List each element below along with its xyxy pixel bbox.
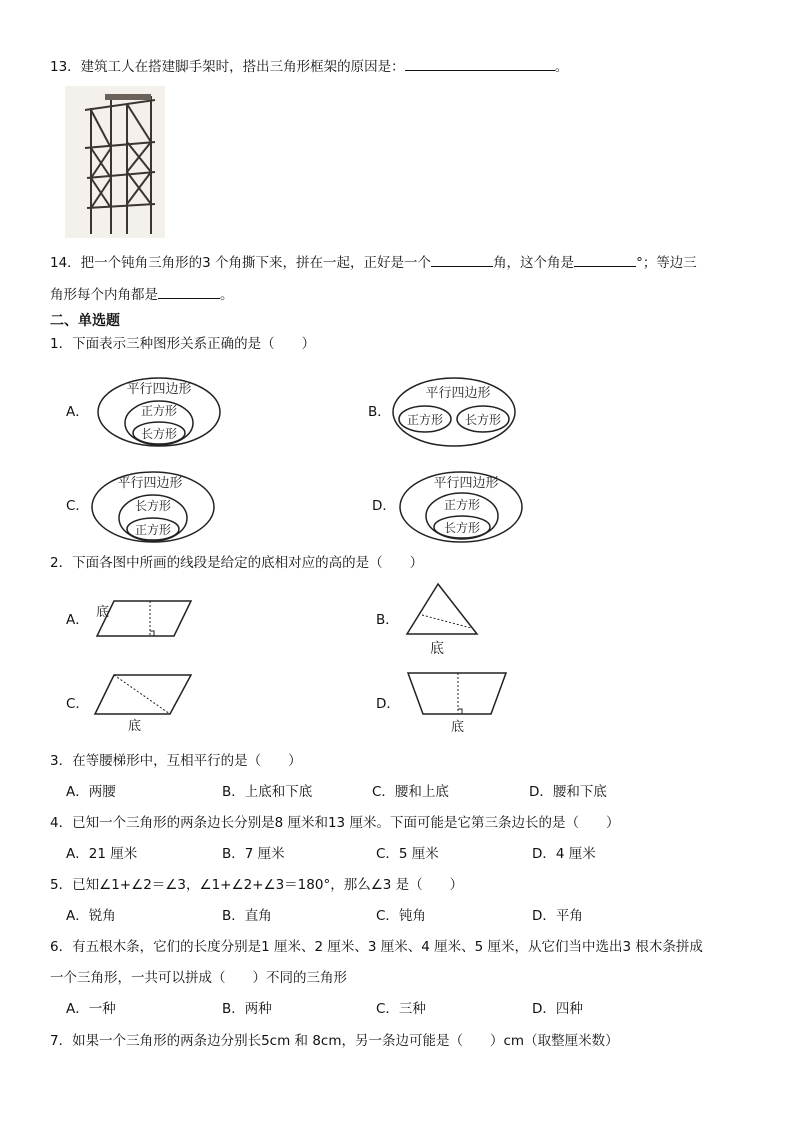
mc5-option-c[interactable]: C．钝角 [376,908,426,924]
mc4-stem: 4．已知一个三角形的两条边长分别是8 厘米和13 厘米。下面可能是它第三条边长的是（ ） [50,815,620,831]
mc1-option-b-diagram [391,376,517,448]
q14-line1 [50,251,697,273]
mc1-option-a-diagram [96,376,222,448]
mc3-option-c[interactable]: C．腰和上底 [372,784,449,800]
mc1-b-right-label: 长方形 [464,413,502,427]
mc2-stem: 2．下面各图中所画的线段是给定的底相对应的高的是（ ） [50,555,424,571]
mc1-option-a-label[interactable]: A． [66,404,89,420]
mc6-option-c[interactable]: C．三种 [376,1001,426,1017]
mc1-stem: 1．下面表示三种图形关系正确的是（ ） [50,336,316,352]
q13-suffix: 。 [554,59,569,75]
q13-text [50,55,568,77]
mc5-option-b[interactable]: B．直角 [222,908,272,924]
mc1-b-outer-label: 平行四边形 [425,386,491,401]
mc4-option-b[interactable]: B．7 厘米 [222,846,285,862]
mc2-c-base-label: 底 [128,719,142,734]
mc4-option-a[interactable]: A．21 厘米 [66,846,138,862]
mc1-c-inner-label: 正方形 [134,523,172,537]
q14-part3: °；等边三 [636,255,697,271]
mc1-option-d-diagram [398,470,524,544]
mc2-b-base-label: 底 [430,641,444,657]
q14-part2: 角，这个角是 [493,255,575,271]
mc1-a-inner-label: 长方形 [140,427,178,441]
q14-part1: 14．把一个钝角三角形的3 个角撕下来，拼在一起，正好是一个 [50,255,432,271]
mc2-d-base-label: 底 [451,720,465,735]
mc1-d-mid-label: 正方形 [443,498,481,512]
mc2-option-d-diagram [405,670,509,736]
mc1-c-mid-label: 长方形 [134,499,172,513]
mc4-option-c[interactable]: C．5 厘米 [376,846,439,862]
mc3-stem: 3．在等腰梯形中，互相平行的是（ ） [50,753,302,769]
mc5-option-a[interactable]: A．锐角 [66,908,116,924]
mc2-option-a-label[interactable]: A． [66,612,89,628]
mc1-option-b-label[interactable]: B． [368,404,391,420]
scaffold-photo [65,86,165,238]
mc2-option-a-diagram [94,598,194,640]
mc5-stem: 5．已知∠1+∠2＝∠3，∠1+∠2+∠3＝180°，那么∠3 是（ ） [50,877,464,893]
mc5-option-d[interactable]: D．平角 [532,908,583,924]
mc2-option-c-label[interactable]: C． [66,696,89,712]
mc2-option-b-diagram [404,582,480,658]
mc1-b-left-label: 正方形 [406,413,444,427]
q13-answer-blank[interactable] [405,55,555,71]
q14-line2-suffix: 。 [220,287,234,303]
mc4-option-d[interactable]: D．4 厘米 [532,846,596,862]
q14-line2 [50,283,234,305]
q14-blank-degrees[interactable] [574,251,636,267]
mc2-a-base-label: 底 [96,605,110,620]
mc2-option-b-label[interactable]: B． [376,612,399,628]
mc6-option-a[interactable]: A．一种 [66,1001,116,1017]
mc3-option-b[interactable]: B．上底和下底 [222,784,313,800]
mc1-a-mid-label: 正方形 [140,404,178,418]
q14-line2-prefix: 角形每个内角都是 [50,287,158,303]
mc1-a-outer-label: 平行四边形 [126,382,192,397]
mc6-option-b[interactable]: B．两种 [222,1001,272,1017]
q14-blank-angle-type[interactable] [431,251,493,267]
mc6-option-d[interactable]: D．四种 [532,1001,583,1017]
mc2-option-c-diagram [92,672,194,734]
mc6-stem-line1: 6．有五根木条，它们的长度分别是1 厘米、2 厘米、3 厘米、4 厘米、5 厘米，从它们当中选出3 根木条拼成 [50,939,703,955]
mc3-option-a[interactable]: A．两腰 [66,784,116,800]
mc1-d-outer-label: 平行四边形 [433,476,499,491]
q14-blank-interior-angle[interactable] [158,283,220,299]
mc1-option-c-diagram [90,470,216,544]
mc2-option-d-label[interactable]: D． [376,696,400,712]
mc1-d-inner-label: 长方形 [443,521,481,535]
section-title: 二、单选题 [50,313,120,329]
mc3-option-d[interactable]: D．腰和下底 [529,784,607,800]
q13-prefix: 13．建筑工人在搭建脚手架时，搭出三角形框架的原因是： [50,59,405,75]
mc7-stem: 7．如果一个三角形的两条边分别长5cm 和 8cm，另一条边可能是（ ）cm（取整厘米数） [50,1033,619,1049]
mc1-c-outer-label: 平行四边形 [117,476,183,491]
mc1-option-c-label[interactable]: C． [66,498,89,514]
mc1-option-d-label[interactable]: D． [372,498,396,514]
mc6-stem-line2: 一个三角形，一共可以拼成（ ）不同的三角形 [50,970,347,986]
